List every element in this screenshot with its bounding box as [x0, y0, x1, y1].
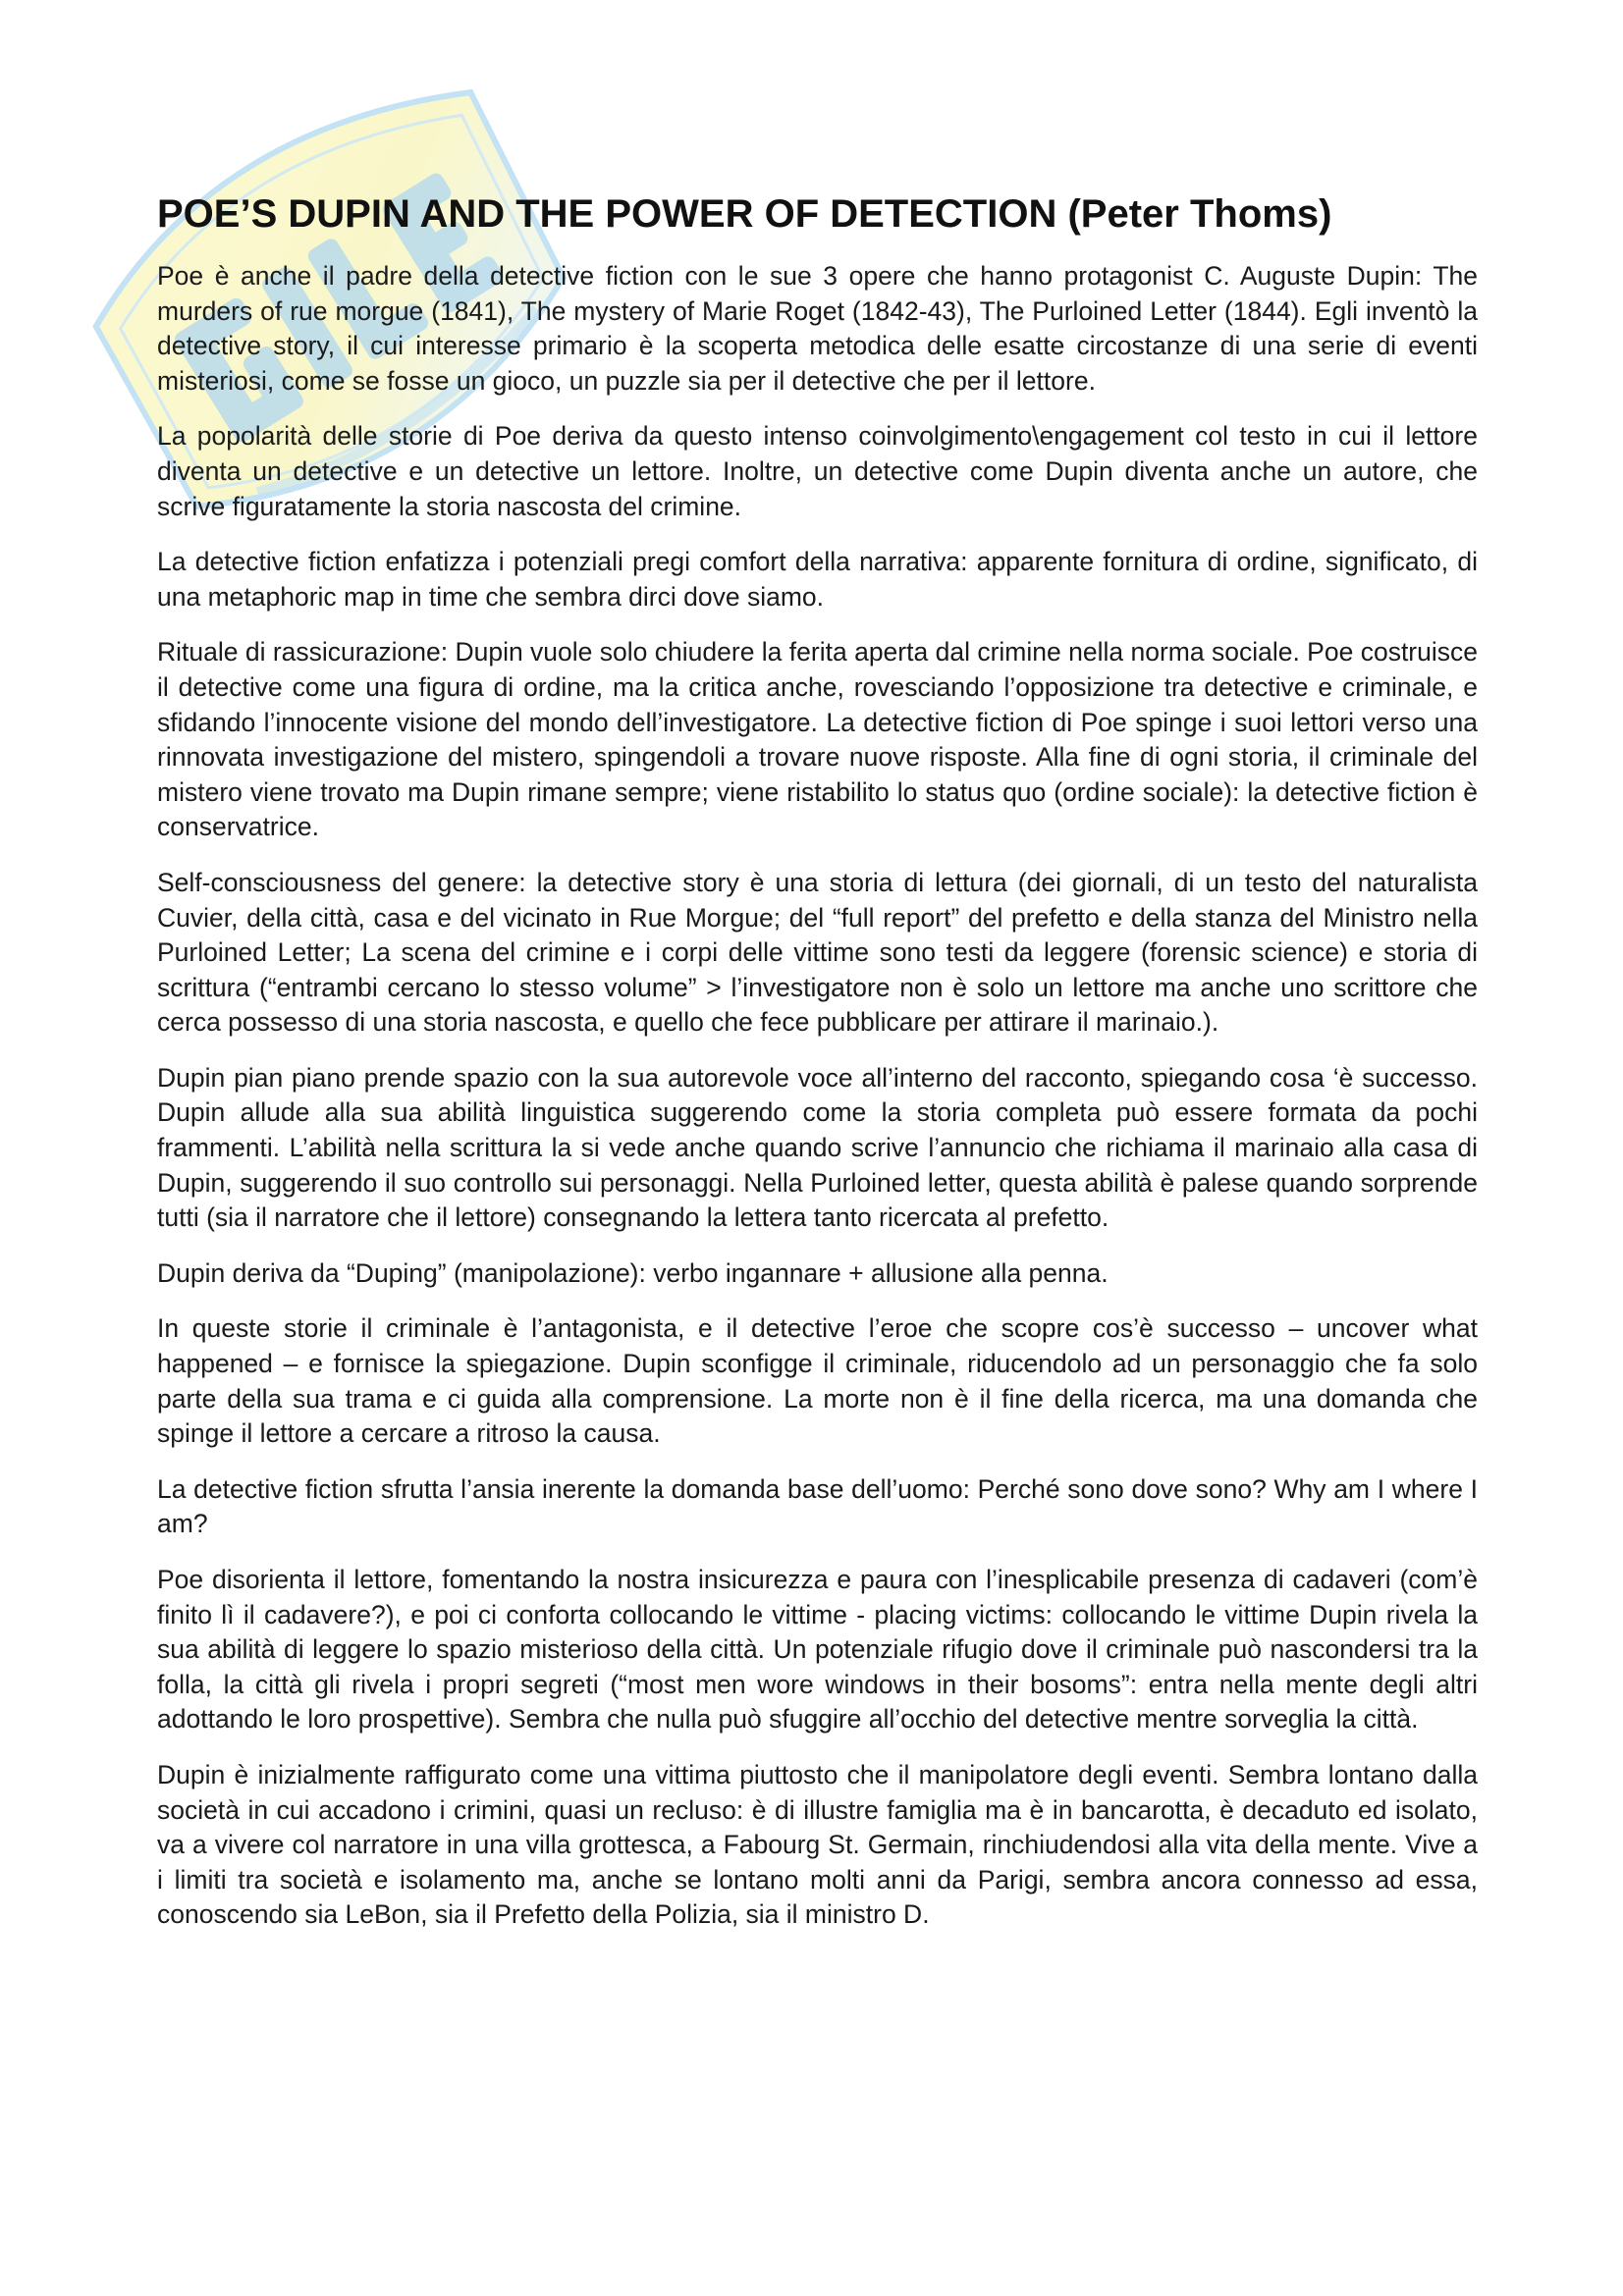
paragraph-3: La detective fiction enfatizza i potenziali pregi comfort della narrativa: apparente fornitura di ordine, significato, di una metaphoric map in time che sembra dirci dove siamo.: [157, 547, 1478, 612]
paragraph-6: Dupin pian piano prende spazio con la sua autorevole voce all’interno del racconto, spiegando cosa ‘è successo. Dupin allude alla sua abilità linguistica suggerendo come la storia completa può essere formata da pochi frammenti. L’abilità nella scrittura la si vede anche quando scrive l’annuncio che richiama il marinaio alla casa di Dupin, suggerendo il suo controllo sui personaggi. Nella Purloined letter, questa abilità è palese quando sorprende tutti (sia il narratore che il lettore) consegnando la lettera tanto ricercata al prefetto.: [157, 1062, 1478, 1233]
paragraph-8: In queste storie il criminale è l’antagonista, e il detective l’eroe che scopre cos’è successo – uncover what happened – e fornisce la spiegazione. Dupin sconfigge il criminale, riducendolo ad un personaggio che fa solo parte della sua trama e ci guida alla comprensione. La morte non è il fine della ricerca, ma una domanda che spinge il lettore a cercare a ritroso la causa.: [157, 1313, 1478, 1449]
paragraph-2: La popolarità delle storie di Poe deriva da questo intenso coinvolgimento\engagement col testo in cui il lettore diventa un detective e un detective un lettore. Inoltre, un detective come Dupin diventa anche un autore, che scrive figuratamente la storia nascosta del crimine.: [157, 421, 1478, 521]
paragraph-7: Dupin deriva da “Duping” (manipolazione): verbo ingannare + allusione alla penna.: [157, 1257, 1109, 1288]
page-title: POE’S DUPIN AND THE POWER OF DETECTION (Peter Thoms): [157, 192, 1332, 236]
document-page: [157, 188, 1478, 1953]
paragraph-1: Poe è anche il padre della detective fiction con le sue 3 opere che hanno protagonist C. Auguste Dupin: The murders of rue morgue (1841), The mystery of Marie Roget (1842-43), The Purloined Letter (1844). Egli inventò la detective story, il cui interesse primario è la scoperta metodica delle esatte circostanze di una serie di eventi misteriosi, come se fosse un gioco, un puzzle sia per il detective che per il lettore.: [157, 261, 1478, 396]
paragraph-11: Dupin è inizialmente raffigurato come una vittima piuttosto che il manipolatore degli eventi. Sembra lontano dalla società in cui accadono i crimini, quasi un recluso: è di illustre famiglia ma è in bancarotta, è decaduto ed isolato, va a vivere col narratore in una villa grottesca, a Fabourg St. Germain, rinchiudendosi alla vita della mente. Vive a i limiti tra società e isolamento ma, anche se lontano molti anni da Parigi, sembra ancora connesso ad essa, conoscendo sia LeBon, sia il Prefetto della Polizia, sia il ministro D.: [157, 1759, 1478, 1930]
paragraph-10: Poe disorienta il lettore, fomentando la nostra insicurezza e paura con l’inesplicabile presenza di cadaveri (com’è finito lì il cadavere?), e poi ci conforta collocando le vittime - placing victims: collocando le vittime Dupin rivela la sua abilità di leggere lo spazio misterioso della città. Un potenziale rifugio dove il criminale può nascondersi tra la folla, la città gli rivela i propri segreti (“most men wore windows in their bosoms”: entra nella mente degli altri adottando le loro prospettive). Sembra che nulla può sfuggire all’occhio del detective mentre sorveglia la città.: [157, 1565, 1478, 1735]
paragraph-4: Rituale di rassicurazione: Dupin vuole solo chiudere la ferita aperta dal crimine nella norma sociale. Poe costruisce il detective come una figura di ordine, ma la critica anche, rovesciando l’opposizione tra detective e criminale, e sfidando l’innocente visione del mondo dell’investigatore. La detective fiction di Poe spinge i suoi lettori verso una rinnovata investigazione del mistero, spingendoli a trovare nuove risposte. Alla fine di ogni storia, il criminale del mistero viene trovato ma Dupin rimane sempre; viene ristabilito lo status quo (ordine sociale): la detective fiction è conservatrice.: [157, 637, 1478, 842]
paragraph-9: La detective fiction sfrutta l’ansia inerente la domanda base dell’uomo: Perché sono dove sono? Why am I where I am?: [157, 1473, 1478, 1539]
paragraph-5: Self-consciousness del genere: la detective story è una storia di lettura (dei giornali, di un testo del naturalista Cuvier, della città, casa e del vicinato in Rue Morgue; del “full report” del prefetto e della stanza del Ministro nella Purloined Letter; La scena del crimine e i corpi delle vittime sono testi da leggere (forensic science) e storia di scrittura (“entrambi cercano lo stesso volume” > l’investigatore non è solo un lettore ma anche uno scrittore che cerca possesso di una storia nascosta, e quello che fece pubblicare per attirare il marinaio.).: [157, 867, 1478, 1038]
